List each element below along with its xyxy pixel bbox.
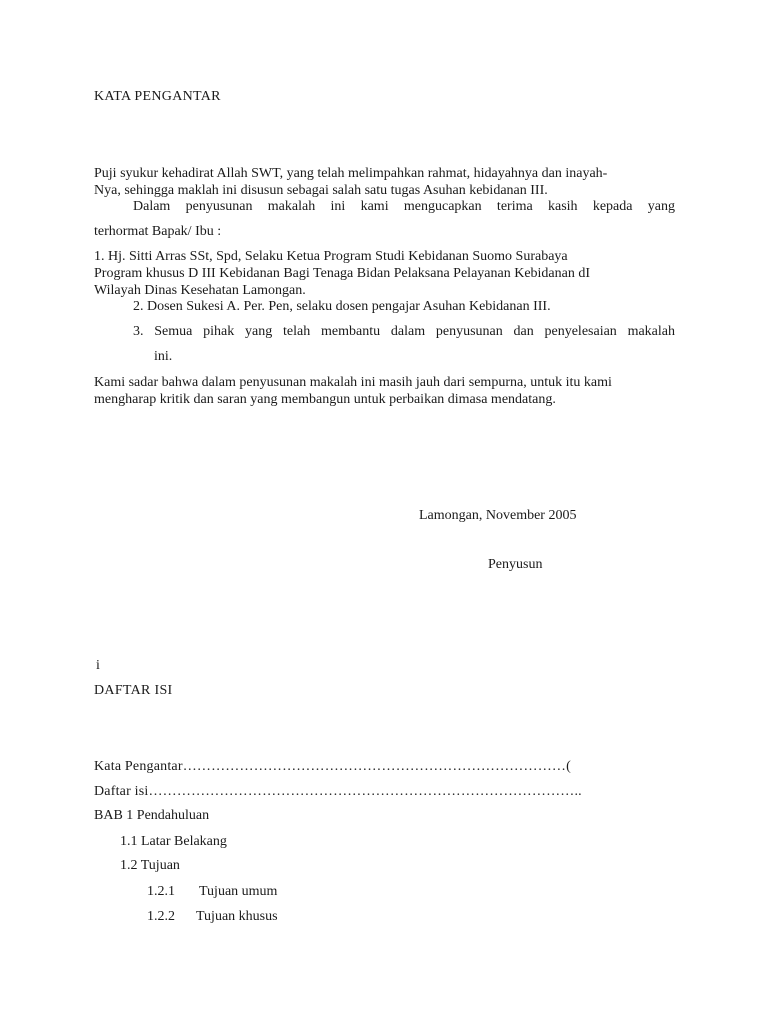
list-item-2: 2. Dosen Sukesi A. Per. Pen, selaku dosen pengajar Asuhan Kebidanan III.	[133, 299, 551, 314]
list-item-1-line-2: Program khusus D III Kebidanan Bagi Tenaga Bidan Pelaksana Pelayanan Kebidanan dI	[94, 266, 591, 281]
toc-entry-1-2-2-number: 1.2.2	[147, 909, 175, 924]
closing-line-1: Kami sadar bahwa dalam penyusunan makalah ini masih jauh dari sempurna, untuk itu kami	[94, 375, 612, 390]
place-date: Lamongan, November 2005	[419, 508, 577, 523]
author-signature: Penyusun	[488, 557, 543, 572]
paragraph-2-line-1: Dalam penyusunan makalah ini kami mengucapkan terima kasih kepada yang	[133, 199, 675, 214]
paragraph-1-line-1: Puji syukur kehadirat Allah SWT, yang telah melimpahkan rahmat, hidayahnya dan inayah-	[94, 166, 608, 181]
toc-entry-1-1: 1.1 Latar Belakang	[120, 834, 227, 849]
list-item-3-line-2: ini.	[154, 349, 173, 364]
list-item-1-line-1: 1. Hj. Sitti Arras SSt, Spd, Selaku Ketua Program Studi Kebidanan Suomo Surabaya	[94, 249, 568, 264]
toc-entry-1-2-2-label: Tujuan khusus	[196, 909, 278, 924]
list-item-1-line-3: Wilayah Dinas Kesehatan Lamongan.	[94, 283, 306, 298]
closing-line-2: mengharap kritik dan saran yang membangun untuk perbaikan dimasa mendatang.	[94, 392, 556, 407]
kata-pengantar-title: KATA PENGANTAR	[94, 89, 221, 104]
page-number: i	[96, 658, 100, 673]
toc-entry-1-2-1-label: Tujuan umum	[199, 884, 278, 899]
toc-entry-1-2-1-number: 1.2.1	[147, 884, 175, 899]
paragraph-2-line-2: terhormat Bapak/ Ibu :	[94, 224, 222, 239]
toc-entry-daftar-isi: Daftar isi………………………………………………………………………………..	[94, 784, 582, 799]
paragraph-1-line-2: Nya, sehingga maklah ini disusun sebagai salah satu tugas Asuhan kebidanan III.	[94, 183, 548, 198]
toc-entry-1-2: 1.2 Tujuan	[120, 858, 180, 873]
list-item-3-line-1: 3. Semua pihak yang telah membantu dalam penyusunan dan penyelesaian makalah	[133, 324, 675, 339]
daftar-isi-title: DAFTAR ISI	[94, 683, 173, 698]
toc-entry-kata-pengantar: Kata Pengantar………………………………………………………………………(	[94, 759, 571, 774]
toc-entry-bab-1: BAB 1 Pendahuluan	[94, 808, 210, 823]
